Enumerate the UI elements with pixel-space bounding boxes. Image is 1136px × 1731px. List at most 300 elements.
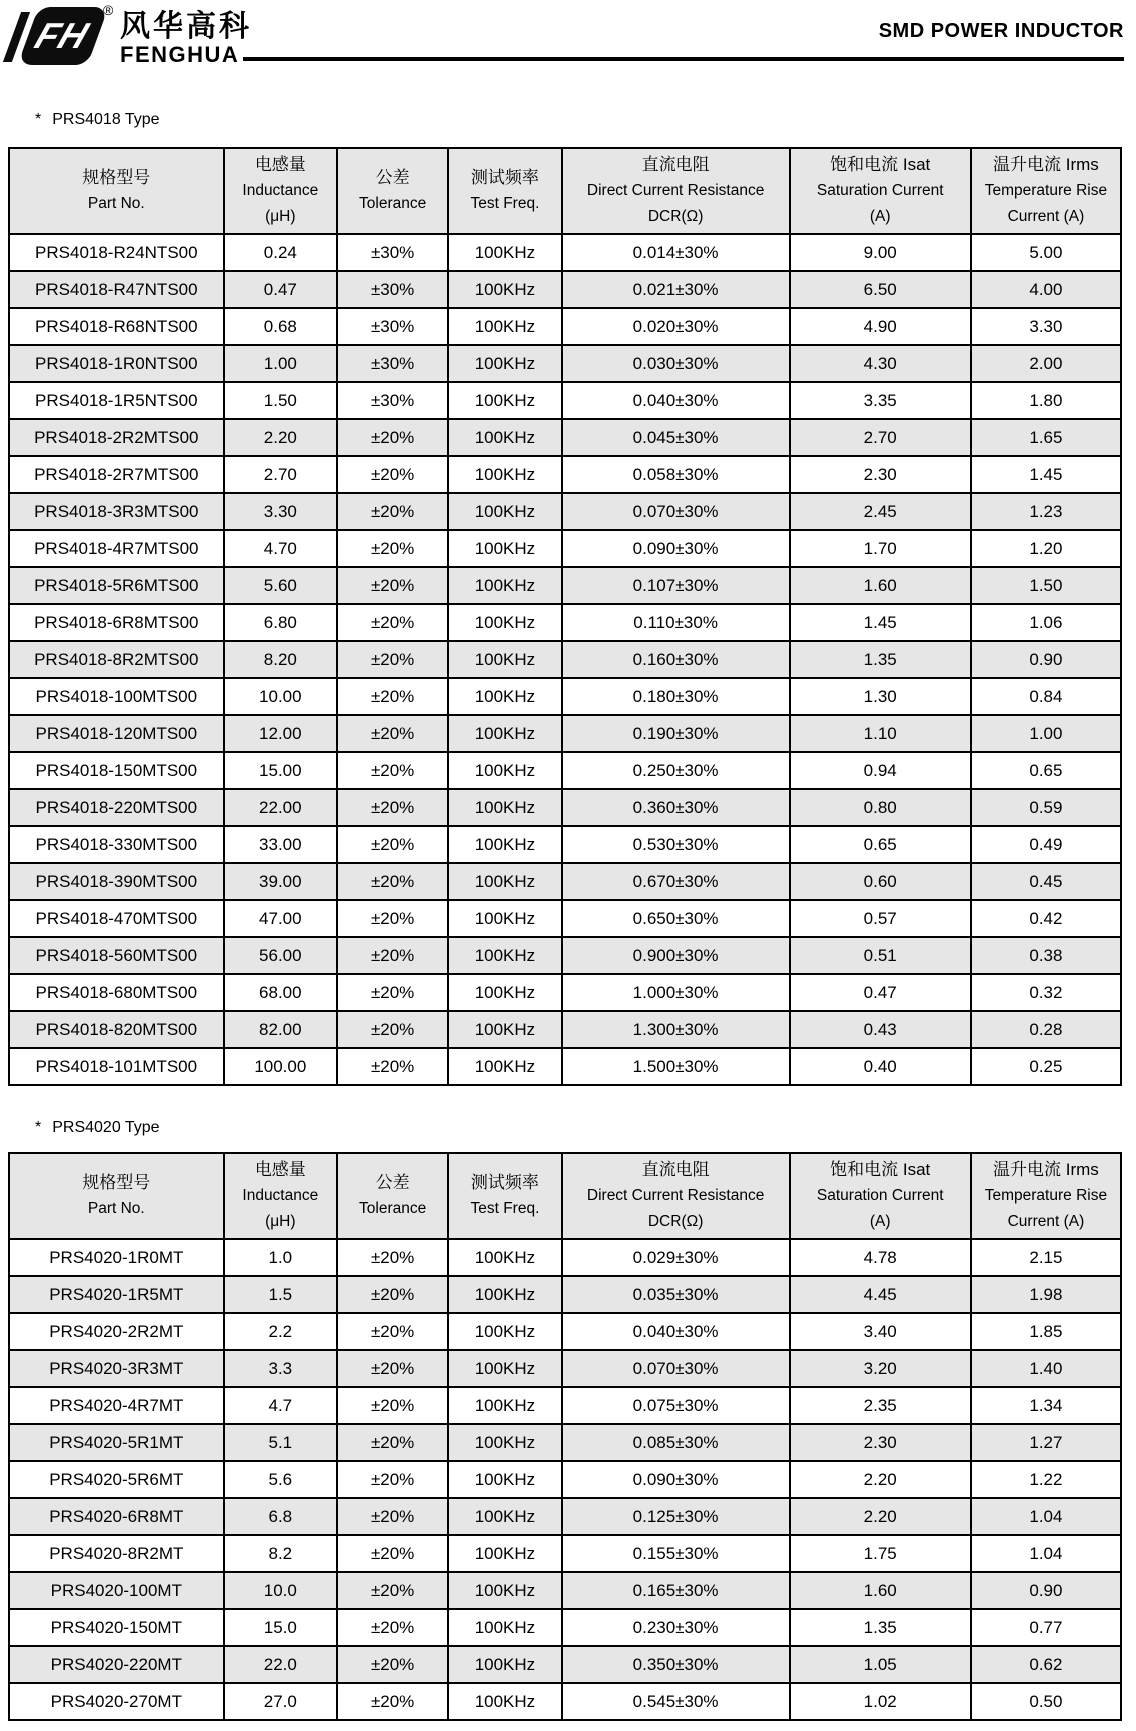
cell-test-freq: 100KHz (448, 271, 561, 308)
cell-isat: 9.00 (790, 234, 971, 271)
cell-part-no: PRS4018-5R6MTS00 (9, 567, 224, 604)
cell-inductance: 22.0 (224, 1646, 337, 1683)
cell-irms: 1.04 (971, 1535, 1121, 1572)
cell-isat: 1.02 (790, 1683, 971, 1720)
column-header-isat: 饱和电流 Isat Saturation Current (A) (790, 148, 971, 234)
cell-test-freq: 100KHz (448, 530, 561, 567)
cell-irms: 1.80 (971, 382, 1121, 419)
cell-inductance: 8.2 (224, 1535, 337, 1572)
cell-tolerance: ±30% (337, 345, 448, 382)
cell-inductance: 39.00 (224, 863, 337, 900)
cell-tolerance: ±20% (337, 419, 448, 456)
cell-tolerance: ±20% (337, 1646, 448, 1683)
cell-inductance: 1.00 (224, 345, 337, 382)
cell-irms: 1.98 (971, 1276, 1121, 1313)
cell-dcr: 0.070±30% (562, 493, 790, 530)
table-row (9, 1609, 1121, 1646)
table-row (9, 900, 1121, 937)
cell-tolerance: ±20% (337, 1276, 448, 1313)
cell-irms: 1.00 (971, 715, 1121, 752)
cell-tolerance: ±20% (337, 752, 448, 789)
cell-test-freq: 100KHz (448, 1535, 561, 1572)
cell-isat: 0.40 (790, 1048, 971, 1085)
cell-inductance: 1.50 (224, 382, 337, 419)
prs4018-spec-table (8, 147, 1122, 1086)
cell-test-freq: 100KHz (448, 900, 561, 937)
cell-part-no: PRS4020-150MT (9, 1609, 224, 1646)
cell-tolerance: ±20% (337, 900, 448, 937)
cell-test-freq: 100KHz (448, 1350, 561, 1387)
cell-tolerance: ±20% (337, 1011, 448, 1048)
cell-part-no: PRS4020-270MT (9, 1683, 224, 1720)
cell-dcr: 0.650±30% (562, 900, 790, 937)
section-bullet: * (35, 1119, 42, 1136)
table-row (9, 1535, 1121, 1572)
cell-test-freq: 100KHz (448, 382, 561, 419)
cell-test-freq: 100KHz (448, 493, 561, 530)
cell-test-freq: 100KHz (448, 1239, 561, 1276)
table-row (9, 1498, 1121, 1535)
cell-inductance: 10.0 (224, 1572, 337, 1609)
cell-irms: 0.90 (971, 641, 1121, 678)
brand-name-chinese: 风华高科 (120, 10, 252, 43)
cell-irms: 0.62 (971, 1646, 1121, 1683)
column-header-tolerance: 公差 Tolerance (337, 148, 448, 234)
table-row (9, 678, 1121, 715)
cell-dcr: 1.300±30% (562, 1011, 790, 1048)
cell-inductance: 3.3 (224, 1350, 337, 1387)
cell-test-freq: 100KHz (448, 345, 561, 382)
cell-inductance: 15.00 (224, 752, 337, 789)
cell-dcr: 0.670±30% (562, 863, 790, 900)
header-row (9, 1153, 1121, 1239)
cell-tolerance: ±20% (337, 604, 448, 641)
cell-isat: 3.40 (790, 1313, 971, 1350)
cell-part-no: PRS4018-100MTS00 (9, 678, 224, 715)
cell-inductance: 68.00 (224, 974, 337, 1011)
logo-monogram: FH (29, 15, 95, 56)
table-row (9, 826, 1121, 863)
cell-dcr: 0.160±30% (562, 641, 790, 678)
cell-irms: 1.45 (971, 456, 1121, 493)
fenghua-logo-icon (17, 7, 108, 65)
cell-dcr: 0.190±30% (562, 715, 790, 752)
cell-isat: 1.60 (790, 567, 971, 604)
cell-test-freq: 100KHz (448, 1313, 561, 1350)
cell-irms: 1.22 (971, 1461, 1121, 1498)
cell-irms: 1.65 (971, 419, 1121, 456)
cell-irms: 0.45 (971, 863, 1121, 900)
cell-irms: 4.00 (971, 271, 1121, 308)
cell-dcr: 0.058±30% (562, 456, 790, 493)
cell-part-no: PRS4018-R24NTS00 (9, 234, 224, 271)
table-row (9, 234, 1121, 271)
cell-irms: 0.42 (971, 900, 1121, 937)
cell-isat: 2.35 (790, 1387, 971, 1424)
cell-tolerance: ±20% (337, 1572, 448, 1609)
table-row (9, 1572, 1121, 1609)
cell-irms: 1.50 (971, 567, 1121, 604)
cell-inductance: 1.5 (224, 1276, 337, 1313)
cell-inductance: 12.00 (224, 715, 337, 752)
cell-tolerance: ±20% (337, 789, 448, 826)
cell-test-freq: 100KHz (448, 1424, 561, 1461)
cell-irms: 0.90 (971, 1572, 1121, 1609)
cell-part-no: PRS4018-1R0NTS00 (9, 345, 224, 382)
table-row (9, 1011, 1121, 1048)
cell-inductance: 3.30 (224, 493, 337, 530)
cell-inductance: 5.60 (224, 567, 337, 604)
cell-test-freq: 100KHz (448, 1461, 561, 1498)
cell-irms: 1.85 (971, 1313, 1121, 1350)
cell-inductance: 82.00 (224, 1011, 337, 1048)
cell-tolerance: ±30% (337, 234, 448, 271)
cell-dcr: 0.045±30% (562, 419, 790, 456)
cell-part-no: PRS4018-220MTS00 (9, 789, 224, 826)
cell-test-freq: 100KHz (448, 789, 561, 826)
cell-part-no: PRS4018-150MTS00 (9, 752, 224, 789)
cell-dcr: 0.350±30% (562, 1646, 790, 1683)
cell-dcr: 1.000±30% (562, 974, 790, 1011)
cell-part-no: PRS4018-101MTS00 (9, 1048, 224, 1085)
cell-test-freq: 100KHz (448, 234, 561, 271)
table-row (9, 308, 1121, 345)
cell-isat: 0.80 (790, 789, 971, 826)
table-row (9, 641, 1121, 678)
cell-tolerance: ±20% (337, 937, 448, 974)
column-header-tolerance: 公差 Tolerance (337, 1153, 448, 1239)
cell-dcr: 0.545±30% (562, 1683, 790, 1720)
cell-inductance: 15.0 (224, 1609, 337, 1646)
cell-inductance: 5.6 (224, 1461, 337, 1498)
table-row (9, 382, 1121, 419)
cell-irms: 0.32 (971, 974, 1121, 1011)
cell-test-freq: 100KHz (448, 1609, 561, 1646)
registered-trademark-icon: ® (103, 2, 114, 18)
cell-part-no: PRS4018-2R7MTS00 (9, 456, 224, 493)
cell-isat: 0.47 (790, 974, 971, 1011)
table-row (9, 1387, 1121, 1424)
cell-test-freq: 100KHz (448, 1387, 561, 1424)
column-header-irms: 温升电流 Irms Temperature Rise Current (A) (971, 1153, 1121, 1239)
cell-test-freq: 100KHz (448, 604, 561, 641)
cell-dcr: 0.180±30% (562, 678, 790, 715)
cell-isat: 2.20 (790, 1498, 971, 1535)
cell-dcr: 0.040±30% (562, 382, 790, 419)
cell-inductance: 56.00 (224, 937, 337, 974)
cell-test-freq: 100KHz (448, 974, 561, 1011)
cell-isat: 3.35 (790, 382, 971, 419)
cell-part-no: PRS4018-120MTS00 (9, 715, 224, 752)
cell-isat: 3.20 (790, 1350, 971, 1387)
cell-part-no: PRS4018-330MTS00 (9, 826, 224, 863)
cell-tolerance: ±20% (337, 1609, 448, 1646)
cell-dcr: 0.035±30% (562, 1276, 790, 1313)
table-row (9, 1461, 1121, 1498)
cell-tolerance: ±20% (337, 1683, 448, 1720)
cell-part-no: PRS4018-390MTS00 (9, 863, 224, 900)
section-label: PRS4018 Type (52, 111, 160, 128)
cell-tolerance: ±20% (337, 456, 448, 493)
table-row (9, 715, 1121, 752)
cell-irms: 0.38 (971, 937, 1121, 974)
cell-dcr: 1.500±30% (562, 1048, 790, 1085)
cell-irms: 0.25 (971, 1048, 1121, 1085)
cell-inductance: 10.00 (224, 678, 337, 715)
table-row (9, 1276, 1121, 1313)
cell-part-no: PRS4018-R68NTS00 (9, 308, 224, 345)
cell-part-no: PRS4020-3R3MT (9, 1350, 224, 1387)
cell-inductance: 2.70 (224, 456, 337, 493)
cell-part-no: PRS4020-1R0MT (9, 1239, 224, 1276)
cell-irms: 1.40 (971, 1350, 1121, 1387)
cell-tolerance: ±30% (337, 308, 448, 345)
cell-tolerance: ±30% (337, 382, 448, 419)
cell-tolerance: ±20% (337, 678, 448, 715)
table-row (9, 1424, 1121, 1461)
cell-isat: 4.45 (790, 1276, 971, 1313)
cell-inductance: 8.20 (224, 641, 337, 678)
section-title-prs4018 (35, 110, 1136, 130)
column-header-inductance: 电感量 Inductance (μH) (224, 148, 337, 234)
table-row (9, 345, 1121, 382)
column-header-part-no: 规格型号 Part No. (9, 1153, 224, 1239)
cell-irms: 1.06 (971, 604, 1121, 641)
cell-irms: 1.34 (971, 1387, 1121, 1424)
cell-isat: 2.30 (790, 1424, 971, 1461)
cell-part-no: PRS4020-220MT (9, 1646, 224, 1683)
cell-part-no: PRS4018-560MTS00 (9, 937, 224, 974)
cell-irms: 1.04 (971, 1498, 1121, 1535)
cell-part-no: PRS4020-5R1MT (9, 1424, 224, 1461)
cell-inductance: 5.1 (224, 1424, 337, 1461)
cell-dcr: 0.090±30% (562, 530, 790, 567)
cell-part-no: PRS4018-680MTS00 (9, 974, 224, 1011)
cell-test-freq: 100KHz (448, 678, 561, 715)
column-header-test-freq: 测试频率 Test Freq. (448, 148, 561, 234)
prs4020-table-wrap (0, 1152, 1136, 1721)
cell-isat: 2.45 (790, 493, 971, 530)
cell-dcr: 0.125±30% (562, 1498, 790, 1535)
cell-tolerance: ±20% (337, 826, 448, 863)
cell-isat: 0.94 (790, 752, 971, 789)
cell-irms: 5.00 (971, 234, 1121, 271)
table-row (9, 974, 1121, 1011)
cell-isat: 2.70 (790, 419, 971, 456)
cell-dcr: 0.900±30% (562, 937, 790, 974)
cell-isat: 1.45 (790, 604, 971, 641)
cell-irms: 0.59 (971, 789, 1121, 826)
cell-test-freq: 100KHz (448, 752, 561, 789)
cell-part-no: PRS4020-100MT (9, 1572, 224, 1609)
cell-inductance: 33.00 (224, 826, 337, 863)
cell-irms: 1.20 (971, 530, 1121, 567)
cell-dcr: 0.250±30% (562, 752, 790, 789)
cell-tolerance: ±20% (337, 715, 448, 752)
cell-tolerance: ±20% (337, 1498, 448, 1535)
cell-tolerance: ±20% (337, 1350, 448, 1387)
cell-tolerance: ±20% (337, 974, 448, 1011)
cell-inductance: 6.8 (224, 1498, 337, 1535)
page-header (0, 0, 1136, 110)
cell-dcr: 0.110±30% (562, 604, 790, 641)
table-row (9, 604, 1121, 641)
cell-irms: 2.15 (971, 1239, 1121, 1276)
cell-tolerance: ±20% (337, 530, 448, 567)
cell-part-no: PRS4020-6R8MT (9, 1498, 224, 1535)
cell-isat: 2.30 (790, 456, 971, 493)
cell-part-no: PRS4020-8R2MT (9, 1535, 224, 1572)
cell-irms: 0.49 (971, 826, 1121, 863)
cell-tolerance: ±30% (337, 271, 448, 308)
cell-dcr: 0.029±30% (562, 1239, 790, 1276)
cell-inductance: 0.24 (224, 234, 337, 271)
table-row (9, 1239, 1121, 1276)
table-row (9, 752, 1121, 789)
cell-test-freq: 100KHz (448, 1011, 561, 1048)
column-header-dcr: 直流电阻 Direct Current Resistance DCR(Ω) (562, 148, 790, 234)
cell-tolerance: ±20% (337, 1239, 448, 1276)
cell-test-freq: 100KHz (448, 937, 561, 974)
cell-test-freq: 100KHz (448, 1276, 561, 1313)
table-row (9, 456, 1121, 493)
cell-isat: 1.60 (790, 1572, 971, 1609)
cell-dcr: 0.165±30% (562, 1572, 790, 1609)
table-row (9, 530, 1121, 567)
cell-dcr: 0.070±30% (562, 1350, 790, 1387)
cell-part-no: PRS4018-2R2MTS00 (9, 419, 224, 456)
cell-inductance: 4.7 (224, 1387, 337, 1424)
cell-isat: 0.43 (790, 1011, 971, 1048)
cell-tolerance: ±20% (337, 567, 448, 604)
cell-inductance: 0.68 (224, 308, 337, 345)
cell-tolerance: ±20% (337, 1424, 448, 1461)
cell-inductance: 2.20 (224, 419, 337, 456)
cell-dcr: 0.040±30% (562, 1313, 790, 1350)
cell-dcr: 0.090±30% (562, 1461, 790, 1498)
cell-inductance: 6.80 (224, 604, 337, 641)
cell-isat: 1.75 (790, 1535, 971, 1572)
cell-tolerance: ±20% (337, 1387, 448, 1424)
table-row (9, 1646, 1121, 1683)
cell-dcr: 0.530±30% (562, 826, 790, 863)
prs4020-spec-table (8, 1152, 1122, 1721)
cell-part-no: PRS4018-R47NTS00 (9, 271, 224, 308)
cell-test-freq: 100KHz (448, 1646, 561, 1683)
cell-part-no: PRS4018-1R5NTS00 (9, 382, 224, 419)
column-header-part-no: 规格型号 Part No. (9, 148, 224, 234)
cell-inductance: 47.00 (224, 900, 337, 937)
cell-part-no: PRS4020-5R6MT (9, 1461, 224, 1498)
cell-inductance: 4.70 (224, 530, 337, 567)
cell-inductance: 1.0 (224, 1239, 337, 1276)
cell-isat: 6.50 (790, 271, 971, 308)
document-title: SMD POWER INDUCTOR (878, 20, 1124, 42)
table-row (9, 493, 1121, 530)
column-header-inductance: 电感量 Inductance (μH) (224, 1153, 337, 1239)
cell-isat: 0.51 (790, 937, 971, 974)
cell-isat: 4.90 (790, 308, 971, 345)
cell-tolerance: ±20% (337, 1535, 448, 1572)
cell-test-freq: 100KHz (448, 1048, 561, 1085)
cell-dcr: 0.107±30% (562, 567, 790, 604)
cell-irms: 0.28 (971, 1011, 1121, 1048)
section-bullet: * (35, 111, 42, 128)
cell-inductance: 22.00 (224, 789, 337, 826)
cell-test-freq: 100KHz (448, 456, 561, 493)
table-row (9, 863, 1121, 900)
cell-irms: 0.65 (971, 752, 1121, 789)
cell-test-freq: 100KHz (448, 1683, 561, 1720)
cell-tolerance: ±20% (337, 1048, 448, 1085)
cell-inductance: 0.47 (224, 271, 337, 308)
table-row (9, 419, 1121, 456)
cell-isat: 0.60 (790, 863, 971, 900)
section-label: PRS4020 Type (52, 1119, 160, 1136)
cell-dcr: 0.155±30% (562, 1535, 790, 1572)
column-header-dcr: 直流电阻 Direct Current Resistance DCR(Ω) (562, 1153, 790, 1239)
cell-tolerance: ±20% (337, 863, 448, 900)
cell-isat: 1.35 (790, 641, 971, 678)
table-row (9, 1313, 1121, 1350)
cell-irms: 1.27 (971, 1424, 1121, 1461)
cell-irms: 3.30 (971, 308, 1121, 345)
table-row (9, 567, 1121, 604)
cell-test-freq: 100KHz (448, 567, 561, 604)
table-row (9, 1683, 1121, 1720)
cell-isat: 4.30 (790, 345, 971, 382)
prs4018-table-wrap (0, 147, 1136, 1086)
cell-part-no: PRS4020-4R7MT (9, 1387, 224, 1424)
cell-isat: 1.35 (790, 1609, 971, 1646)
cell-part-no: PRS4018-3R3MTS00 (9, 493, 224, 530)
cell-isat: 1.70 (790, 530, 971, 567)
cell-test-freq: 100KHz (448, 715, 561, 752)
cell-irms: 2.00 (971, 345, 1121, 382)
header-divider (243, 57, 1124, 61)
cell-inductance: 2.2 (224, 1313, 337, 1350)
cell-isat: 0.57 (790, 900, 971, 937)
cell-test-freq: 100KHz (448, 308, 561, 345)
cell-isat: 1.10 (790, 715, 971, 752)
cell-test-freq: 100KHz (448, 419, 561, 456)
cell-part-no: PRS4018-8R2MTS00 (9, 641, 224, 678)
cell-dcr: 0.014±30% (562, 234, 790, 271)
cell-part-no: PRS4018-4R7MTS00 (9, 530, 224, 567)
cell-test-freq: 100KHz (448, 641, 561, 678)
cell-isat: 1.30 (790, 678, 971, 715)
cell-part-no: PRS4020-2R2MT (9, 1313, 224, 1350)
header-row (9, 148, 1121, 234)
column-header-isat: 饱和电流 Isat Saturation Current (A) (790, 1153, 971, 1239)
cell-irms: 0.50 (971, 1683, 1121, 1720)
cell-dcr: 0.020±30% (562, 308, 790, 345)
cell-tolerance: ±20% (337, 1461, 448, 1498)
cell-inductance: 27.0 (224, 1683, 337, 1720)
cell-isat: 4.78 (790, 1239, 971, 1276)
cell-part-no: PRS4018-820MTS00 (9, 1011, 224, 1048)
cell-irms: 0.77 (971, 1609, 1121, 1646)
cell-isat: 2.20 (790, 1461, 971, 1498)
table-row (9, 1048, 1121, 1085)
cell-irms: 0.84 (971, 678, 1121, 715)
table-row (9, 1350, 1121, 1387)
brand-block (120, 11, 252, 66)
cell-tolerance: ±20% (337, 641, 448, 678)
column-header-irms: 温升电流 Irms Temperature Rise Current (A) (971, 148, 1121, 234)
cell-test-freq: 100KHz (448, 1498, 561, 1535)
brand-name-english: FENGHUA (120, 41, 240, 67)
